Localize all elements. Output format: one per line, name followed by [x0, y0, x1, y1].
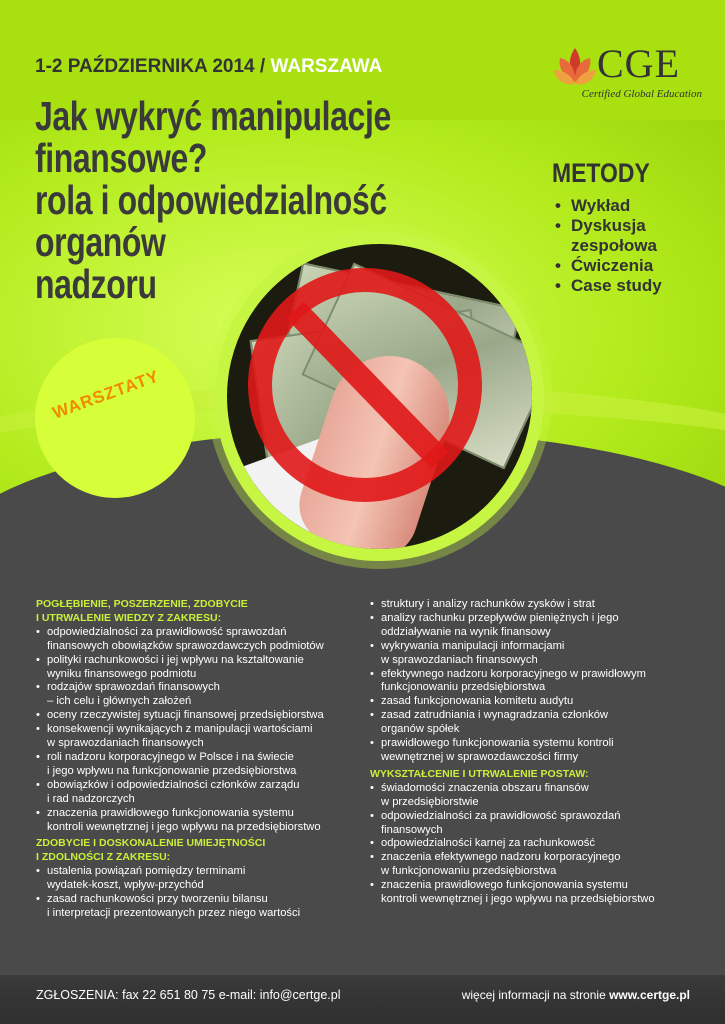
lotus-icon: [552, 44, 598, 88]
page-title: [35, 93, 391, 307]
section-heading: WYKSZTAŁCENIE I UTRWALENIE POSTAW:: [370, 767, 589, 780]
list-item: • konsekwencji wynikających z manipulacji wartościami w sprawozdaniach finansowych: [36, 723, 366, 751]
list-item: • Ćwiczenia: [555, 256, 654, 275]
list-item: • zasad funkcjonowania komitetu audytu: [370, 695, 710, 709]
list-item: • zasad rachunkowości przy tworzeniu bilansu i interpretacji prezentowanych przez niego wartości: [36, 893, 366, 921]
title-line: rola i odpowiedzialność: [35, 177, 387, 223]
website-link[interactable]: www.certge.pl: [609, 988, 690, 1002]
cge-logo: [552, 40, 702, 110]
more-info: więcej informacji na stronie www.certge.pl: [461, 988, 690, 1002]
list-item: • odpowiedzialności za prawidłowość sprawozdań finansowych: [370, 810, 710, 838]
list-item: • zasad zatrudniania i wynagradzania członków organów spółek: [370, 709, 710, 737]
section-heading: POGŁĘBIENIE, POSZERZENIE, ZDOBYCIE I UTRWALENIE WIEDZY Z ZAKRESU:: [36, 598, 248, 624]
list-item: • odpowiedzialności za prawidłowość sprawozdań finansowych obowiązków sprawozdawczych podmiotów: [36, 626, 366, 654]
list-item: • znaczenia efektywnego nadzoru korporacyjnego w funkcjonowaniu przedsiębiorstwa: [370, 851, 710, 879]
list-item: • prawidłowego funkcjonowania systemu kontroli wewnętrznej w sprawozdawczości firmy: [370, 737, 710, 765]
skills-list: [36, 865, 366, 921]
list-item: • Dyskusja zespołowa: [555, 216, 657, 255]
title-line: nadzoru: [35, 261, 157, 307]
workshop-badge-label: WARSZTATY: [49, 366, 162, 423]
attitudes-list: [370, 782, 710, 907]
list-item: • wykrywania manipulacji informacjami w sprawozdaniach finansowych: [370, 640, 710, 668]
list-item: • znaczenia prawidłowego funkcjonowania systemu kontroli wewnętrznej i jego wpływu na przedsiębiorstwo: [36, 807, 366, 835]
list-item: • znaczenia prawidłowego funkcjonowania systemu kontroli wewnętrznej i jego wpływu na przedsiębiorstwo: [370, 879, 710, 907]
title-line: finansowe?: [35, 135, 208, 181]
methods-list: [555, 196, 662, 296]
right-column: [370, 598, 710, 907]
title-line: organów: [35, 219, 166, 265]
list-item: • ustalenia powiązań pomiędzy terminami wydatek-koszt, wpływ-przychód: [36, 865, 366, 893]
logo-name: CGE: [597, 41, 680, 86]
list-item: • Wykład: [555, 196, 631, 215]
list-item: • świadomości znaczenia obszaru finansów w przedsiębiorstwie: [370, 782, 710, 810]
list-item: • odpowiedzialności karnej za rachunkowość: [370, 837, 710, 851]
logo-subtitle: Certified Global Education: [581, 88, 702, 100]
list-item: • oceny rzeczywistej sytuacji finansowej przedsiębiorstwa: [36, 709, 366, 723]
knowledge-list-continued: [370, 598, 710, 765]
left-column: [36, 598, 366, 921]
registration-info: ZGŁOSZENIA: fax 22 651 80 75 e-mail: info@certge.pl: [36, 988, 341, 1002]
list-item: • Case study: [555, 276, 662, 295]
list-item: • struktury i analizy rachunków zysków i strat: [370, 598, 710, 612]
methods-heading: METODY: [552, 158, 650, 188]
list-item: • roli nadzoru korporacyjnego w Polsce i na świecie i jego wpływu na funkcjonowanie przedsiębiorstwa: [36, 751, 366, 779]
knowledge-list: [36, 626, 366, 835]
list-item: • rodzajów sprawozdań finansowych – ich celu i głównych założeń: [36, 681, 366, 709]
event-city: WARSZAWA: [270, 56, 383, 77]
list-item: • obowiązków i odpowiedzialności członków zarządu i rad nadzorczych: [36, 779, 366, 807]
list-item: • efektywnego nadzoru korporacyjnego w prawidłowym funkcjonowaniu przedsiębiorstwa: [370, 668, 710, 696]
event-date: 1-2 PAŹDZIERNIKA 2014 / WARSZAWA: [35, 56, 383, 77]
section-heading: ZDOBYCIE I DOSKONALENIE UMIEJĘTNOŚCI I ZDOLNOŚCI Z ZAKRESU:: [36, 837, 266, 864]
list-item: • analizy rachunku przepływów pieniężnych i jego oddziaływanie na wynik finansowy: [370, 612, 710, 640]
title-line: Jak wykryć manipulacje: [35, 93, 391, 139]
list-item: • polityki rachunkowości i jej wpływu na kształtowanie wyniku finansowego podmiotu: [36, 654, 366, 682]
